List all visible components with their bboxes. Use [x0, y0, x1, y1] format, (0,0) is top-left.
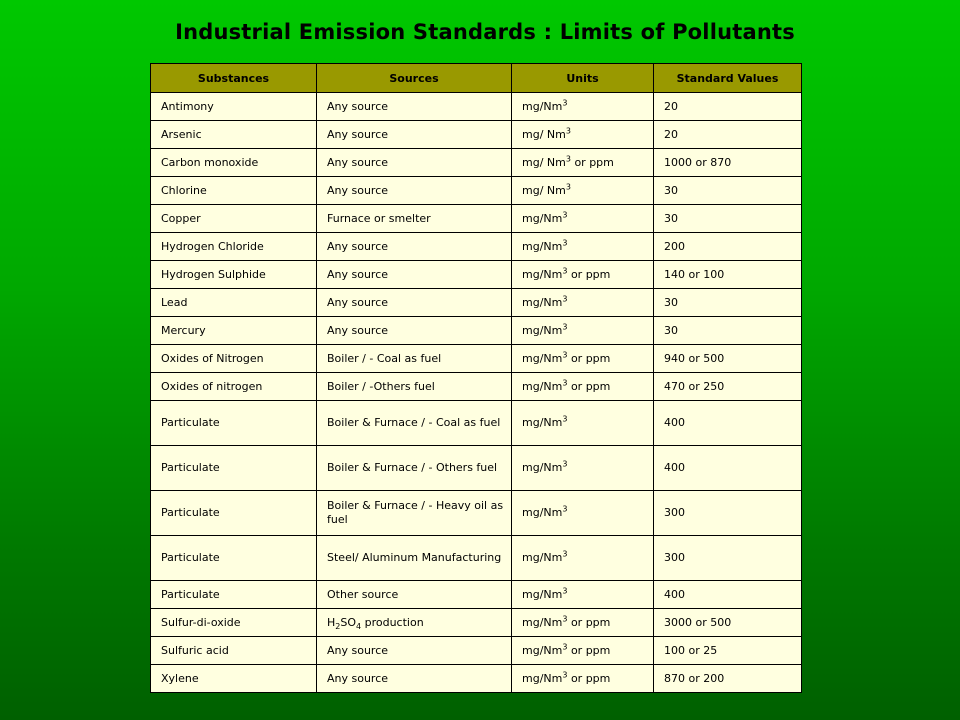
cell-standard-value: 30 [654, 289, 802, 317]
cell-substance: Particulate [151, 446, 317, 491]
header-sources: Sources [317, 64, 512, 93]
cell-unit [512, 609, 654, 637]
unit-base: mg/Nm [522, 99, 563, 113]
unit-superscript: 3 [562, 349, 568, 359]
cell-standard-value: 3000 or 500 [654, 609, 802, 637]
cell-substance: Arsenic [151, 121, 317, 149]
cell-standard-value: 870 or 200 [654, 665, 802, 693]
cell-unit [512, 317, 654, 345]
cell-source [317, 609, 512, 637]
table-row [151, 93, 802, 121]
cell-substance: Sulfur-di-oxide [151, 609, 317, 637]
cell-source: Any source [317, 177, 512, 205]
cell-source: Boiler / - Coal as fuel [317, 345, 512, 373]
unit-base: mg/Nm [522, 295, 563, 309]
source-part: 4 [356, 621, 362, 631]
unit-suffix: or ppm [567, 643, 611, 657]
unit-superscript: 3 [562, 321, 568, 331]
cell-substance: Particulate [151, 581, 317, 609]
cell-source: Any source [317, 149, 512, 177]
cell-unit [512, 149, 654, 177]
unit-base: mg/Nm [522, 211, 563, 225]
cell-standard-value: 300 [654, 536, 802, 581]
unit-suffix: or ppm [570, 155, 614, 169]
unit-base: mg/ Nm [522, 127, 566, 141]
cell-substance: Hydrogen Sulphide [151, 261, 317, 289]
table-row [151, 373, 802, 401]
cell-source: Steel/ Aluminum Manufacturing [317, 536, 512, 581]
cell-substance: Xylene [151, 665, 317, 693]
cell-substance: Chlorine [151, 177, 317, 205]
cell-substance: Sulfuric acid [151, 637, 317, 665]
header-units: Units [512, 64, 654, 93]
cell-unit [512, 93, 654, 121]
unit-superscript: 3 [562, 265, 568, 275]
cell-source: Any source [317, 289, 512, 317]
unit-base: mg/Nm [522, 587, 563, 601]
unit-suffix: or ppm [567, 267, 611, 281]
unit-superscript: 3 [562, 237, 568, 247]
cell-substance: Oxides of nitrogen [151, 373, 317, 401]
unit-base: mg/Nm [522, 351, 563, 365]
unit-superscript: 3 [562, 641, 568, 651]
cell-source: Any source [317, 121, 512, 149]
unit-base: mg/Nm [522, 416, 563, 429]
table-row [151, 317, 802, 345]
unit-suffix: or ppm [567, 615, 611, 629]
cell-substance: Hydrogen Chloride [151, 233, 317, 261]
cell-standard-value: 470 or 250 [654, 373, 802, 401]
cell-standard-value: 940 or 500 [654, 345, 802, 373]
table-row [151, 149, 802, 177]
cell-standard-value: 20 [654, 121, 802, 149]
cell-standard-value: 400 [654, 401, 802, 446]
cell-standard-value: 140 or 100 [654, 261, 802, 289]
unit-superscript: 3 [562, 613, 568, 623]
cell-unit [512, 536, 654, 581]
unit-base: mg/ Nm [522, 183, 566, 197]
table-row [151, 665, 802, 693]
cell-unit [512, 581, 654, 609]
unit-superscript: 3 [562, 504, 568, 514]
cell-source: Any source [317, 93, 512, 121]
table-row [151, 121, 802, 149]
cell-standard-value: 400 [654, 581, 802, 609]
unit-superscript: 3 [562, 459, 568, 469]
table-row [151, 205, 802, 233]
unit-base: mg/Nm [522, 461, 563, 474]
cell-unit [512, 446, 654, 491]
cell-standard-value: 30 [654, 205, 802, 233]
table-row [151, 289, 802, 317]
unit-superscript: 3 [565, 153, 571, 163]
unit-base: mg/Nm [522, 671, 563, 685]
cell-unit [512, 289, 654, 317]
table-row [151, 345, 802, 373]
unit-superscript: 3 [562, 669, 568, 679]
cell-source: Any source [317, 637, 512, 665]
cell-source: Boiler / -Others fuel [317, 373, 512, 401]
table-row [151, 233, 802, 261]
cell-unit [512, 205, 654, 233]
unit-superscript: 3 [562, 549, 568, 559]
cell-source: Any source [317, 261, 512, 289]
cell-source: Other source [317, 581, 512, 609]
cell-unit [512, 373, 654, 401]
table-row [151, 401, 802, 446]
unit-superscript: 3 [565, 181, 571, 191]
table-body [151, 93, 802, 693]
cell-source: Boiler & Furnace / - Coal as fuel [317, 401, 512, 446]
cell-standard-value: 30 [654, 177, 802, 205]
cell-standard-value: 200 [654, 233, 802, 261]
unit-superscript: 3 [562, 585, 568, 595]
table-row [151, 637, 802, 665]
unit-superscript: 3 [565, 125, 571, 135]
table-row [151, 581, 802, 609]
table-row [151, 609, 802, 637]
cell-unit [512, 401, 654, 446]
table-row [151, 446, 802, 491]
source-part: SO [340, 615, 357, 629]
cell-source: Boiler & Furnace / - Others fuel [317, 446, 512, 491]
cell-unit [512, 261, 654, 289]
unit-suffix: or ppm [567, 671, 611, 685]
cell-substance: Lead [151, 289, 317, 317]
emission-standards-table [150, 63, 802, 693]
cell-substance: Copper [151, 205, 317, 233]
cell-substance: Antimony [151, 93, 317, 121]
cell-unit [512, 233, 654, 261]
cell-unit [512, 177, 654, 205]
cell-source: Any source [317, 317, 512, 345]
header-standard-values: Standard Values [654, 64, 802, 93]
cell-standard-value: 300 [654, 491, 802, 536]
cell-standard-value: 20 [654, 93, 802, 121]
cell-source: Any source [317, 233, 512, 261]
unit-superscript: 3 [562, 293, 568, 303]
table-row [151, 536, 802, 581]
source-part: production [361, 615, 424, 629]
cell-substance: Carbon monoxide [151, 149, 317, 177]
unit-superscript: 3 [562, 97, 568, 107]
unit-suffix: or ppm [567, 379, 611, 393]
cell-unit [512, 637, 654, 665]
table-row [151, 491, 802, 536]
cell-substance: Particulate [151, 401, 317, 446]
unit-base: mg/Nm [522, 323, 563, 337]
unit-base: mg/Nm [522, 615, 563, 629]
cell-substance: Particulate [151, 491, 317, 536]
cell-standard-value: 30 [654, 317, 802, 345]
source-part: H [327, 615, 336, 629]
cell-standard-value: 1000 or 870 [654, 149, 802, 177]
table-row [151, 261, 802, 289]
page-title: Industrial Emission Standards : Limits of Pollutants [175, 20, 795, 44]
unit-suffix: or ppm [567, 351, 611, 365]
unit-superscript: 3 [562, 414, 568, 424]
cell-unit [512, 665, 654, 693]
table-row [151, 177, 802, 205]
unit-base: mg/Nm [522, 551, 563, 564]
unit-base: mg/Nm [522, 379, 563, 393]
cell-source: Boiler & Furnace / - Heavy oil as fuel [317, 491, 512, 536]
cell-substance: Particulate [151, 536, 317, 581]
cell-standard-value: 400 [654, 446, 802, 491]
unit-base: mg/ Nm [522, 155, 566, 169]
unit-base: mg/Nm [522, 239, 563, 253]
unit-superscript: 3 [562, 209, 568, 219]
cell-source: Any source [317, 665, 512, 693]
source-part: 2 [335, 621, 341, 631]
cell-unit [512, 121, 654, 149]
unit-superscript: 3 [562, 377, 568, 387]
cell-standard-value: 100 or 25 [654, 637, 802, 665]
cell-substance: Mercury [151, 317, 317, 345]
unit-base: mg/Nm [522, 643, 563, 657]
cell-source: Furnace or smelter [317, 205, 512, 233]
table-header-row [151, 64, 802, 93]
cell-unit [512, 345, 654, 373]
header-substances: Substances [151, 64, 317, 93]
unit-base: mg/Nm [522, 506, 563, 519]
cell-unit [512, 491, 654, 536]
unit-base: mg/Nm [522, 267, 563, 281]
cell-substance: Oxides of Nitrogen [151, 345, 317, 373]
